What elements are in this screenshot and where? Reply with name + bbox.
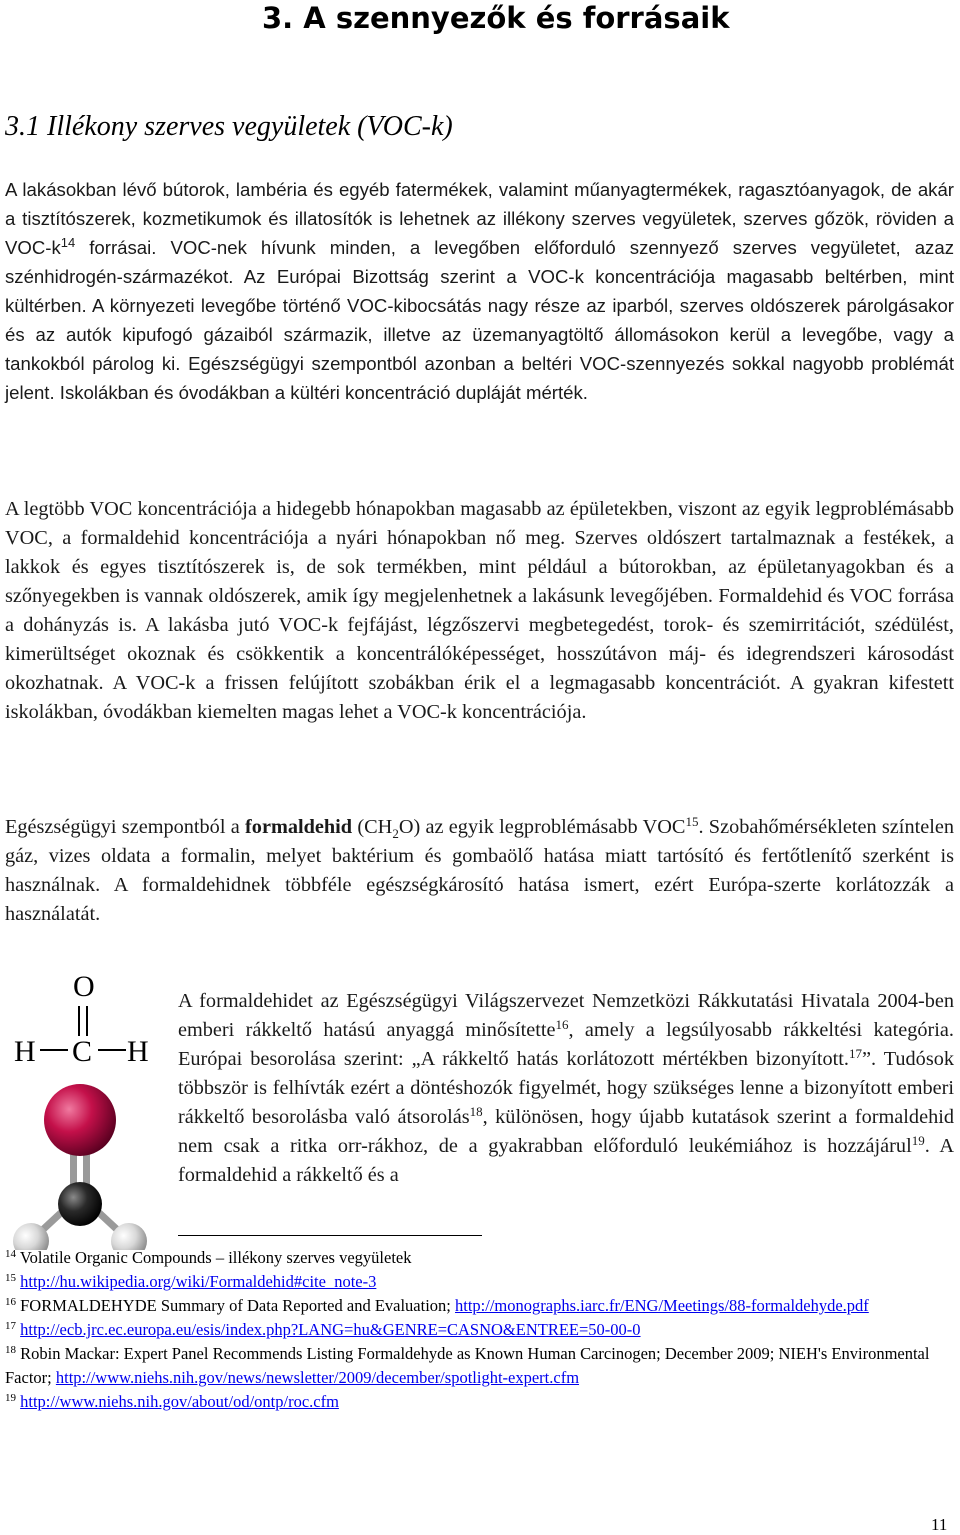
footnote-ref-14: 14 [60,235,76,250]
structure-carbon-label: C [72,1035,93,1068]
p3-text-b: (CH [352,816,393,838]
formula-subscript: 2 [392,826,399,842]
paragraph-carcinogen [178,987,954,1190]
p3-text-c: O) az egyik legproblémásabb VOC [398,816,686,838]
footnote-ref-18: 18 [469,1104,483,1119]
footnote-number: 15 [5,1272,16,1284]
oxygen-atom-sphere [44,1084,116,1156]
formaldehyde-bold: formaldehid [245,816,353,838]
formaldehyde-molecule-figure [0,960,180,1250]
footnote-number: 19 [5,1392,16,1404]
footnote-text: Volatile Organic Compounds – illékony szerves vegyületek [19,1248,412,1267]
p1-text-b: forrásai. VOC-nek hívunk minden, a levegőben előforduló szennyező szerves vegyületet, azaz szénhidrogén-származékot. Az Európai Bizottság szerint a VOC-k koncentrációja magasabb beltérben, mint kültérben. A környezeti levegőbe történő VOC-kibocsátás nagy része az iparból, szerves oldószerek párolgásakor és az autók kipufogó gázaiból származik, illetve az üzemanyagtöltő állomásokon kerül a levegőbe, vagy a tankokból párolog ki. Egészségügyi szempontból azonban a beltéri VOC-szennyezés sokkal nagyobb problémát jelent. Iskolákban és óvodákban a kültéri koncentráció dupláját mérték. [5,237,954,403]
p3-text-a: Egészségügyi szempontból a [5,816,246,838]
footnote-link[interactable]: http://hu.wikipedia.org/wiki/Formaldehid#cite_note-3 [20,1272,377,1291]
p4-text-a: A formaldehidet az Egészségügyi Világszervezet Nemzetközi Rákkutatási Hivatala 2004-ben emberi rákkeltő hatású anyaggá minősítette [178,990,954,1041]
footnote-17 [5,1318,954,1342]
p1-text-a: A lakásokban lévő bútorok, lambéria és egyéb fatermékek, valamint műanyagtermékek, ragasztóanyagok, de akár a tisztítószerek, kozmetikumok és illatosítók is lehetnek az illékony szerves vegyületek, szerves gőzök, röviden a VOC-k [5,179,954,258]
footnote-18 [5,1342,954,1390]
footnote-link[interactable]: http://monographs.iarc.fr/ENG/Meetings/88-formaldehyde.pdf [455,1296,869,1315]
footnote-ref-16: 16 [555,1017,569,1032]
p4-text-c: ”. Tudósok többször is felhívták ezért a döntéshozók figyelmét, hogy szükséges lenne a bizonyított emberi rákkeltő besorolásba való átsorolás [178,1048,954,1128]
p3-text-d: . Szobahőmérsékleten színtelen gáz, vizes oldata a formalin, melyet baktérium és gombaölő hatása miatt tartósító és fertőtlenítő szerként is használnak. A formaldehidnek többféle egészségkárosító hatása ismert, ezért Európa-szerte korlátozzák a használatát. [5,816,954,925]
p4-text-b: , amely a legsúlyosabb rákkeltési kategória. Európai besorolása szerint: „A rákkeltő hatás korlátozott mértékben bizonyított. [178,1019,954,1070]
p4-text-e: . A formaldehid a rákkeltő és a [178,1135,954,1186]
chapter-title: 3. A szennyezők és forrásaik [262,1,730,35]
page-number: 11 [931,1515,948,1534]
footnote-link[interactable]: http://www.niehs.nih.gov/news/newsletter/2009/december/spotlight-expert.cfm [55,1368,580,1387]
carbon-atom-sphere [58,1182,102,1226]
footnote-divider [178,1235,482,1236]
footnote-ref-19: 19 [911,1133,925,1148]
structure-left-hydrogen-label: H [14,1035,36,1068]
footnote-text: FORMALDEHYDE Summary of Data Reported and Evaluation; [20,1296,456,1315]
section-title: 3.1 Illékony szerves vegyületek (VOC-k) [5,111,453,142]
footnote-19 [5,1390,954,1414]
footnote-number: 17 [5,1320,16,1332]
footnote-number: 14 [5,1248,16,1260]
structure-oxygen-label: O [73,970,95,1003]
p4-text-d: , különösen, hogy újabb kutatások szerint a formaldehid nem csak a ritka orr-rákhoz, de a gyakrabban előforduló leukémiához is hozzájárul [178,1106,954,1157]
footnote-ref-15: 15 [685,814,699,829]
footnote-15 [5,1270,954,1294]
footnote-text: Robin Mackar: Expert Panel Recommends Listing Formaldehyde as Known Human Carcinogen; December 2009; NIEH's Environmental Factor; [5,1344,930,1387]
footnote-16 [5,1294,954,1318]
footnotes [5,1246,954,1414]
footnote-ref-17: 17 [848,1046,862,1061]
footnote-link[interactable]: http://www.niehs.nih.gov/about/od/ontp/roc.cfm [20,1392,339,1411]
paragraph-formaldehyde [5,813,954,929]
footnote-number: 18 [5,1344,16,1356]
structure-right-hydrogen-label: H [127,1035,149,1068]
footnote-link[interactable]: http://ecb.jrc.ec.europa.eu/esis/index.php?LANG=hu&GENRE=CASNO&ENTREE=50-00-0 [20,1320,641,1339]
paragraph-voc-sources [5,175,954,407]
footnote-number: 16 [5,1296,16,1308]
footnote-14 [5,1246,954,1270]
paragraph-voc-concentration: A legtöbb VOC koncentrációja a hidegebb hónapokban magasabb az épületekben, viszont az egyik legproblémásabb VOC, a formaldehid koncentrációja a nyári hónapokban nő meg. Szerves oldószert tartalmaznak a festékek, a lakkok és egyes tisztítószerek is, de sok termékben, mint például a bútorokban, az épületanyagokban és a szőnyegekben is vannak oldószerek, amik így megjelenhetnek a lakásunk levegőjében. Formaldehid és VOC forrása a dohányzás is. A lakásba jutó VOC-k fejfájást, légzőszervi megbetegedést, torok- és szemirritációt, szédülést, kimerültséget okoznak és csökkentik a koncentrálóképességet, hosszútávon máj- és idegrendszeri károsodást okozhatnak. A VOC-k a frissen felújított szobákban érik el a legmagasabb koncentrációt. A gyakran kifestett iskolákban, óvodákban kiemelten magas lehet a VOC-k koncentrációja. [5,498,954,723]
